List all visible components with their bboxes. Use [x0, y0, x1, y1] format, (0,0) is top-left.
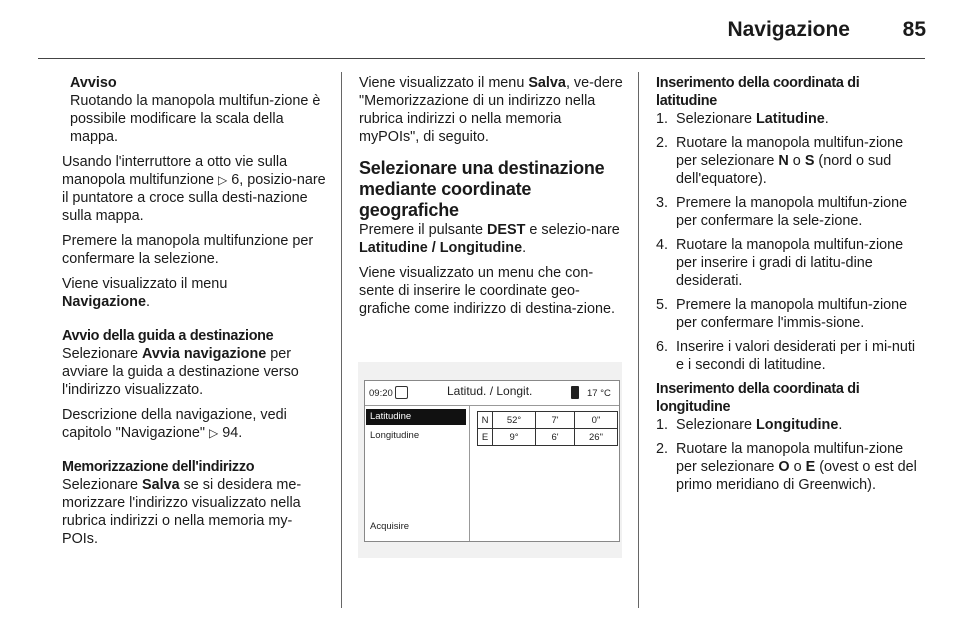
text: Viene visualizzato il menu: [359, 75, 529, 91]
step-number: 1.: [656, 111, 669, 127]
page-ref: 94: [222, 425, 239, 441]
paragraph: [359, 74, 623, 146]
text: e selezio-nare: [525, 222, 620, 238]
display-screen: [364, 380, 620, 542]
paragraph: [62, 406, 326, 442]
coord-minutes[interactable]: 6': [536, 429, 575, 446]
screen-illustration: [358, 362, 622, 558]
text: .: [145, 294, 150, 310]
table-row: [478, 412, 618, 429]
text: (nord o sud dell'equatore).: [676, 153, 892, 187]
menu-name: Salva: [528, 75, 566, 91]
text: .: [838, 417, 843, 433]
list-item: [656, 440, 924, 494]
text: Usando l'interruttore a otto vie sulla manopola multifunzione: [62, 154, 288, 188]
text: Selezionare: [676, 111, 756, 127]
header-rule: [38, 58, 925, 59]
text: se si desidera me-morizzare l'indirizzo visualizzato nella rubrica indirizzi o nella memoria my-POIs.: [62, 477, 302, 547]
text: , posizio-nare il puntatore a croce sulla desti-nazione sulla mappa.: [62, 172, 326, 224]
column-divider-1: [341, 72, 342, 608]
step-number: 1.: [656, 417, 669, 433]
section-heading: Inserimento della coordinata di latitudine: [656, 75, 860, 109]
paragraph: [62, 476, 326, 548]
text: Ruotare la manopola multifun-zione per selezionare: [676, 135, 904, 169]
list-item: [656, 338, 924, 374]
paragraph: [359, 221, 623, 257]
text: o: [789, 459, 806, 475]
screen-temperature: 17 °C: [587, 388, 611, 399]
menu-name: O: [778, 459, 790, 475]
column-2: [359, 74, 623, 325]
step-number: 2.: [656, 441, 669, 457]
page-title: Navigazione: [727, 18, 850, 41]
text: Inserire i valori desiderati per i mi-nuti e i secondi di latitudine.: [676, 339, 916, 373]
menu-name: S: [804, 153, 815, 169]
section-heading: Selezionare una destinazione mediante coordinate geografiche: [359, 158, 605, 220]
latitude-steps: [656, 110, 924, 374]
screen-menu: [365, 406, 470, 541]
section-heading: Memorizzazione dell'indirizzo: [62, 459, 255, 475]
screen-status-bar: [365, 381, 619, 406]
coord-direction[interactable]: N: [478, 412, 493, 429]
text: Viene visualizzato il menu: [62, 276, 228, 292]
coord-seconds[interactable]: 0": [575, 412, 618, 429]
page-ref: 6: [231, 172, 240, 188]
ref-arrow-icon: ▷: [209, 426, 219, 440]
button-name: DEST: [486, 222, 526, 238]
paragraph: Premere la manopola multifunzione per confermare la selezione.: [62, 233, 314, 267]
ref-arrow-icon: ▷: [218, 173, 228, 187]
step-number: 6.: [656, 339, 669, 355]
list-item: [656, 134, 924, 188]
coord-degrees[interactable]: 52°: [493, 412, 536, 429]
menu-name: Avvia navigazione: [142, 346, 267, 362]
text: , ve-dere "Memorizzazione di un indirizzo nella rubrica indirizzi o nella memoria myPOIs", di seguito.: [359, 75, 623, 145]
step-number: 2.: [656, 135, 669, 151]
section-heading: Avvio della guida a destinazione: [62, 328, 274, 344]
menu-name: E: [805, 459, 816, 475]
list-item: [656, 110, 924, 128]
text: Premere il pulsante: [359, 222, 487, 238]
text: o: [788, 153, 805, 169]
paragraph: [62, 153, 326, 225]
text: Premere la manopola multifun-zione per confermare l'immis-sione.: [676, 297, 908, 331]
coord-minutes[interactable]: 7': [536, 412, 575, 429]
text: Ruotare la manopola multifun-zione per inserire i gradi di latitu-dine desiderati.: [676, 237, 904, 289]
column-divider-2: [638, 72, 639, 608]
longitude-steps: [656, 416, 924, 494]
phone-icon: [571, 386, 579, 399]
text: .: [522, 240, 527, 256]
text: Selezionare: [62, 346, 142, 362]
page-number: 85: [902, 18, 926, 41]
note-title: Avviso: [70, 75, 117, 91]
section-heading: Inserimento della coordinata di longitudine: [656, 381, 860, 415]
text: Premere la manopola multifun-zione per confermare la sele-zione.: [676, 195, 908, 229]
menu-name: Latitudine / Longitudine: [359, 240, 523, 256]
text: Ruotare la manopola multifun-zione per selezionare: [676, 441, 904, 475]
menu-name: N: [778, 153, 789, 169]
step-number: 5.: [656, 297, 669, 313]
text: .: [824, 111, 829, 127]
menu-name: Navigazione: [62, 294, 146, 310]
column-3: [656, 74, 924, 500]
note-block: [62, 74, 326, 146]
column-1: [62, 74, 326, 555]
screen-title: Latitud. / Longit.: [447, 384, 533, 398]
note-text: Ruotando la manopola multifun-zione è possibile modificare la scala della mappa.: [70, 93, 321, 145]
list-item: [656, 296, 924, 332]
step-number: 3.: [656, 195, 669, 211]
menu-item-acquisire[interactable]: Acquisire: [370, 521, 410, 532]
step-number: 4.: [656, 237, 669, 253]
coord-direction[interactable]: E: [478, 429, 493, 446]
text: Selezionare: [676, 417, 756, 433]
coord-seconds[interactable]: 26": [575, 429, 618, 446]
list-item: [656, 416, 924, 434]
paragraph: [62, 275, 326, 311]
menu-name: Latitudine: [756, 111, 825, 127]
coordinate-table: [477, 411, 618, 446]
paragraph: Viene visualizzato un menu che con-sente di inserire le coordinate geo-grafiche come indirizzo di destina-zione.: [359, 265, 615, 317]
text: .: [238, 425, 243, 441]
text: (ovest o est del primo meridiano di Greenwich).: [676, 459, 917, 493]
sync-icon: [395, 386, 408, 399]
text: Descrizione della navigazione, vedi capitolo "Navigazione": [62, 407, 287, 441]
menu-item-latitudine[interactable]: Latitudine: [366, 409, 466, 425]
screen-time: 09:20: [369, 388, 393, 399]
menu-name: Longitudine: [756, 417, 839, 433]
menu-name: Salva: [142, 477, 180, 493]
text: Selezionare: [62, 477, 142, 493]
paragraph: [62, 345, 326, 399]
coord-degrees[interactable]: 9°: [493, 429, 536, 446]
list-item: [656, 236, 924, 290]
table-row: [478, 429, 618, 446]
menu-item-longitudine[interactable]: Longitudine: [370, 430, 420, 441]
text: per avviare la guida a destinazione verso l'indirizzo visualizzato.: [62, 346, 299, 398]
list-item: [656, 194, 924, 230]
